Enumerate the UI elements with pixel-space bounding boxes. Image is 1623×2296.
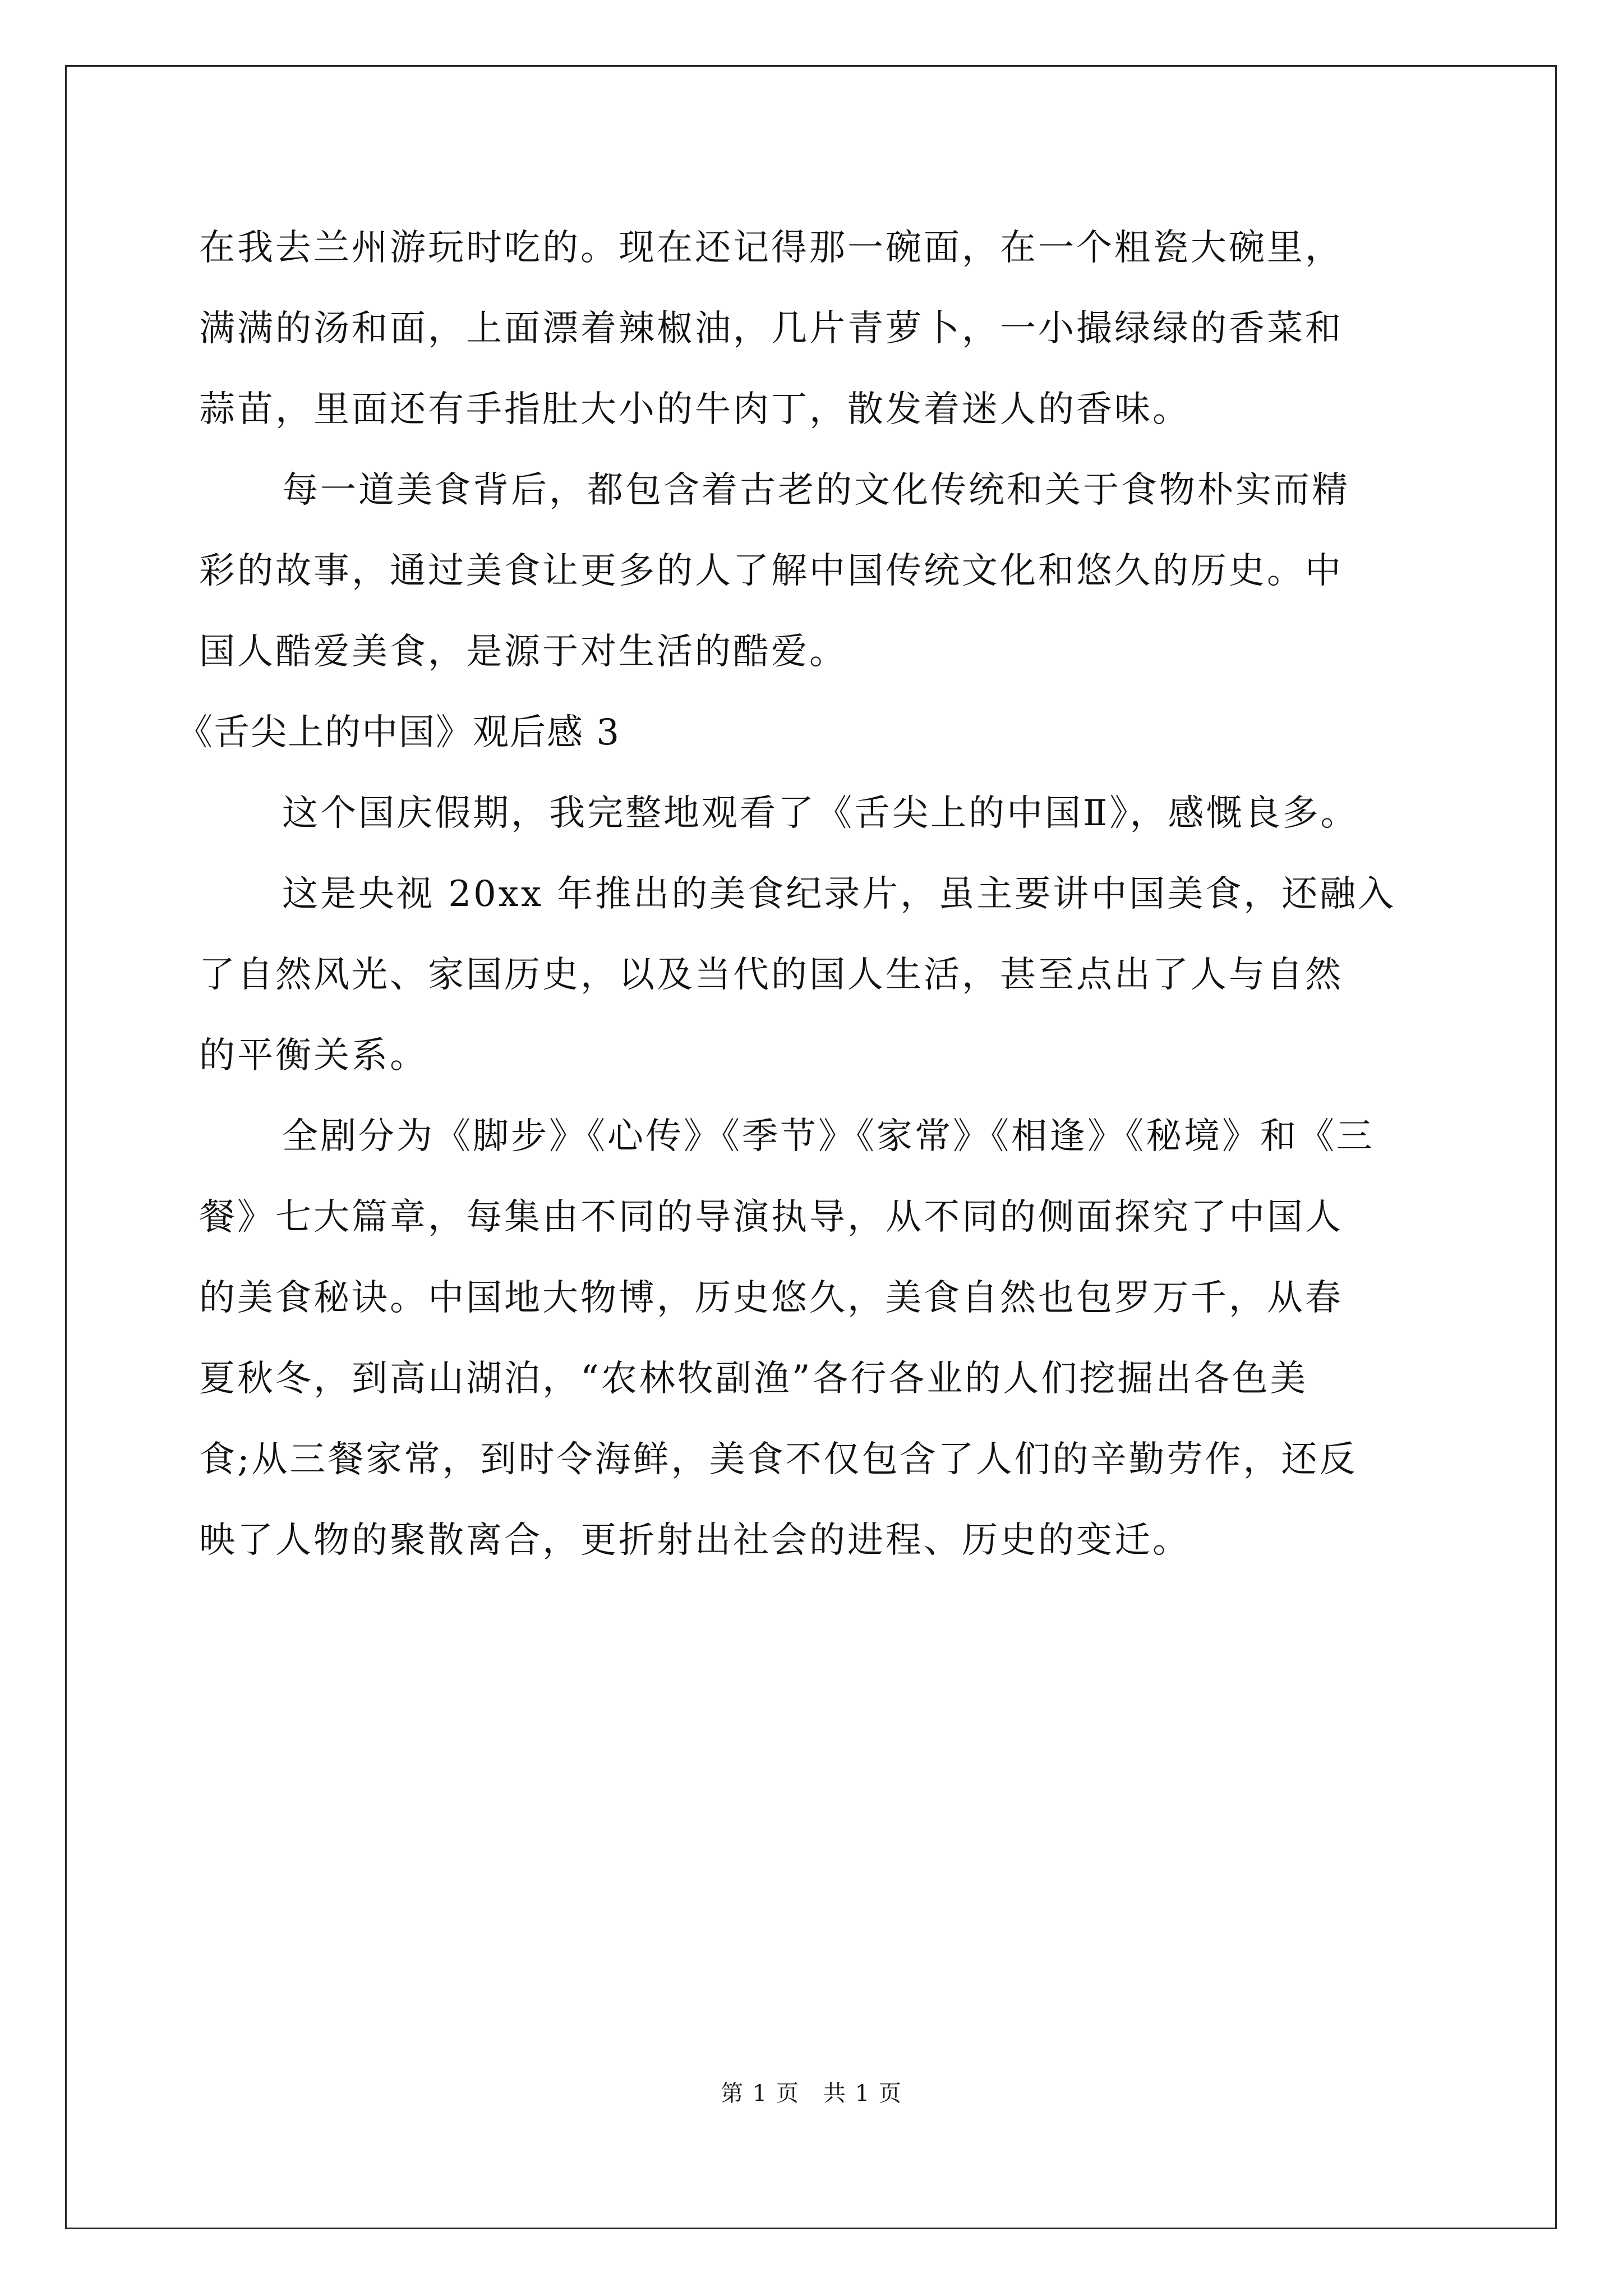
text-line: 这个国庆假期，我完整地观看了《舌尖上的中国Ⅱ》，感慨良多。 bbox=[282, 793, 1359, 834]
text-line: 这是央视 20xx 年推出的美食纪录片，虽主要讲中国美食，还融入 bbox=[282, 873, 1396, 915]
text-line: 的美食秘诀。中国地大物博，历史悠久，美食自然也包罗万千，从春 bbox=[199, 1277, 1343, 1319]
text-line: 国人酷爱美食，是源于对生活的酷爱。 bbox=[199, 631, 847, 673]
text-line: 了自然风光、家国历史，以及当代的国人生活，甚至点出了人与自然 bbox=[199, 954, 1343, 996]
text-line: 餐》七大篇章，每集由不同的导演执导，从不同的侧面探究了中国人 bbox=[199, 1197, 1343, 1238]
text-line: 的平衡关系。 bbox=[199, 1035, 428, 1076]
text-line: 每一道美食背后，都包含着古老的文化传统和关于食物朴实而精 bbox=[282, 470, 1350, 511]
page-footer: 第 1 页 共 1 页 bbox=[721, 2081, 902, 2106]
document-body bbox=[177, 208, 1427, 1581]
text-line: 在我去兰州游玩时吃的。现在还记得那一碗面，在一个粗瓷大碗里， bbox=[199, 227, 1343, 269]
text-line: 映了人物的聚散离合，更折射出社会的进程、历史的变迁。 bbox=[199, 1520, 1191, 1561]
text-line: 夏秋冬，到高山湖泊，“农林牧副渔”各行各业的人们挖掘出各色美 bbox=[199, 1358, 1308, 1400]
text-line: 全剧分为《脚步》《心传》《季节》《家常》《相逢》《秘境》和《三 bbox=[282, 1116, 1375, 1157]
section-heading: 《舌尖上的中国》观后感 3 bbox=[177, 712, 621, 753]
text-line: 满满的汤和面，上面漂着辣椒油，几片青萝卜，一小撮绿绿的香菜和 bbox=[199, 308, 1343, 349]
text-line: 蒜苗，里面还有手指肚大小的牛肉丁，散发着迷人的香味。 bbox=[199, 389, 1191, 430]
text-line: 彩的故事，通过美食让更多的人了解中国传统文化和悠久的历史。中 bbox=[199, 550, 1343, 592]
text-line: 食;从三餐家常，到时令海鲜，美食不仅包含了人们的辛勤劳作，还反 bbox=[199, 1439, 1358, 1480]
